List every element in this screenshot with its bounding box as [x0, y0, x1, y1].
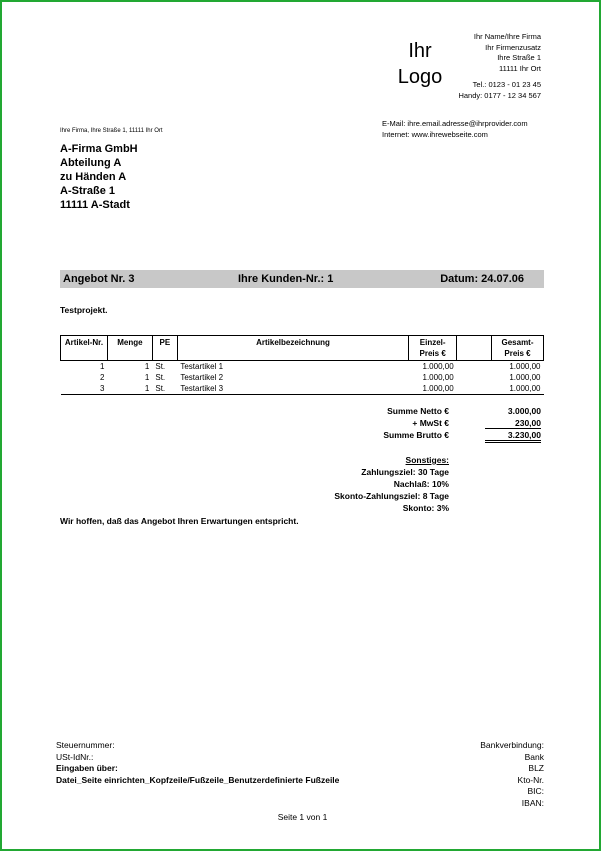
recipient-line-5: 11111 A-Stadt [60, 199, 130, 211]
recipient-line-1: A-Firma GmbH [60, 143, 138, 155]
recipient-line-2: Abteilung A [60, 157, 122, 169]
footer-inputs-label: Eingaben über: [56, 763, 118, 773]
sender-web: Internet: www.ihrewebseite.com [382, 129, 488, 139]
sender-suffix: Ihr Firmenzusatz [485, 42, 541, 52]
gross-sum-value: 3.230,00 [485, 430, 541, 443]
footer-iban: IBAN: [521, 797, 544, 808]
misc-title: Sonstiges: [405, 455, 449, 465]
net-sum-label: Summe Netto € [387, 406, 449, 416]
sender-mobile: Handy: 0177 - 12 34 567 [458, 90, 541, 100]
gross-sum-label: Summe Brutto € [383, 430, 449, 440]
footer-bank: Bank [524, 751, 544, 762]
net-sum-value: 3.000,00 [507, 406, 541, 416]
cell-article-no: 1 [99, 362, 105, 371]
cell-unit-price: 1.000,00 [409, 383, 457, 395]
col-article-no: Artikel-Nr. [61, 336, 108, 361]
cell-quantity: 1 [107, 383, 152, 395]
cell-description: Testartikel 3 [177, 383, 408, 395]
offer-header-bar [60, 270, 544, 288]
col-description: Artikelbezeichnung [177, 336, 408, 361]
sender-name: Ihr Name/Ihre Firma [473, 32, 541, 41]
table-row [61, 361, 544, 373]
cell-quantity: 1 [144, 373, 150, 382]
skonto: Skonto: 3% [402, 503, 449, 513]
col-quantity: Menge [107, 336, 152, 361]
footer-bic: BIC: [527, 786, 544, 796]
cell-quantity: 1 [144, 362, 150, 371]
sender-city: 11111 Ihr Ort [499, 63, 541, 73]
sender-street: Ihre Straße 1 [497, 53, 541, 62]
cell-description: Testartikel 1 [180, 362, 224, 371]
contact-block [458, 80, 541, 101]
cell-unit: St. [155, 373, 166, 382]
recipient-address [60, 142, 138, 212]
cell-total-price: 1.000,00 [509, 362, 541, 371]
footer-menu-path: Datei_Seite einrichten_Kopfzeile/Fußzeile_Benutzerdefinierte Fußzeile [56, 774, 340, 785]
recipient-line-3: zu Händen A [60, 171, 127, 183]
payment-term: Zahlungsziel: 30 Tage [361, 467, 449, 477]
sender-tel: Tel.: 0123 - 01 23 45 [472, 80, 541, 89]
customer-number: Ihre Kunden-Nr.: 1 [238, 273, 334, 285]
recipient-line-4: A-Straße 1 [60, 185, 116, 197]
cell-total-price: 1.000,00 [492, 383, 544, 395]
items-table [60, 335, 544, 395]
return-address-line: Ihre Firma, Ihre Straße 1, 11111 Ihr Ort [60, 128, 163, 134]
footer-tax-number: Steuernummer: [56, 740, 115, 750]
offer-date: Datum: 24.07.06 [440, 273, 524, 285]
col-unit-price: Einzel-Preis € [409, 336, 457, 361]
cell-unit-price: 1.000,00 [422, 362, 454, 371]
page-number: Seite 1 von 1 [277, 812, 328, 822]
logo-placeholder [380, 38, 460, 90]
col-unit: PE [152, 336, 177, 361]
offer-number: Angebot Nr. 3 [63, 273, 135, 285]
cell-description: Testartikel 2 [180, 373, 224, 382]
col-spacer [457, 336, 492, 361]
table-row [61, 383, 544, 395]
cell-unit: St. [152, 383, 177, 395]
cell-unit: St. [155, 362, 166, 371]
skonto-term: Skonto-Zahlungsziel: 8 Tage [334, 491, 449, 501]
cell-article-no: 3 [61, 383, 108, 395]
footer-account-no: Kto-Nr. [517, 774, 544, 785]
vat-value: 230,00 [485, 418, 541, 429]
footer-bank-title: Bankverbindung: [480, 740, 544, 750]
cell-unit-price: 1.000,00 [422, 373, 454, 382]
project-name: Testprojekt. [60, 305, 108, 315]
sender-block [474, 32, 541, 74]
footer-right [480, 740, 544, 809]
vat-label: + MwSt € [412, 418, 449, 428]
cell-spacer [457, 383, 492, 395]
logo-line-2: Logo [397, 66, 443, 88]
col-total-price: Gesamt-Preis € [492, 336, 544, 361]
online-contact-block [382, 119, 528, 140]
table-header-row [61, 336, 544, 361]
footer-blz: BLZ [528, 763, 544, 773]
table-row [61, 372, 544, 383]
footer-left [56, 740, 339, 786]
closing-sentence: Wir hoffen, daß das Angebot Ihren Erwartungen entspricht. [60, 516, 299, 526]
cell-total-price: 1.000,00 [509, 373, 541, 382]
misc-terms [334, 454, 449, 514]
footer-vat-id: USt-IdNr.: [56, 751, 94, 762]
cell-spacer [457, 361, 492, 373]
logo-line-1: Ihr [408, 40, 432, 62]
sender-email: E-Mail: ihre.email.adresse@ihrprovider.com [382, 119, 528, 128]
cell-spacer [457, 372, 492, 383]
cell-article-no: 2 [99, 373, 105, 382]
discount: Nachlaß: 10% [393, 479, 449, 489]
